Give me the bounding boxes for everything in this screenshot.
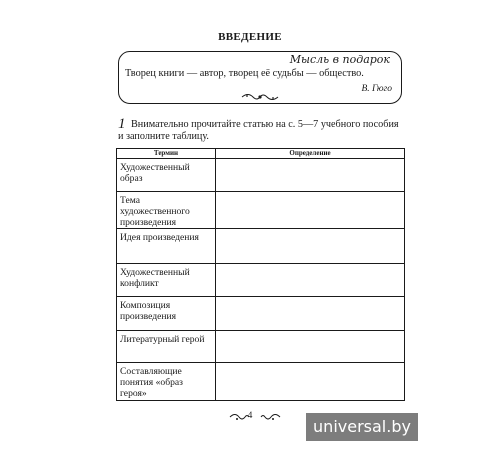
terms-table bbox=[116, 148, 405, 401]
term-cell: Художественный образ bbox=[117, 159, 216, 192]
watermark-logo: universal.by bbox=[306, 413, 418, 441]
table-row bbox=[117, 331, 405, 363]
term-cell: Художественный конфликт bbox=[117, 264, 216, 297]
term-cell: Составляющие понятия «образ героя» bbox=[117, 363, 216, 401]
table-row bbox=[117, 363, 405, 401]
task-text: Внимательно прочитайте статью на с. 5—7 учебного пособия и заполните таблицу. bbox=[118, 119, 399, 142]
definition-cell[interactable] bbox=[216, 192, 405, 229]
term-cell: Композиция произведения bbox=[117, 297, 216, 331]
term-cell: Тема художественного произведения bbox=[117, 192, 216, 229]
term-cell: Литературный герой bbox=[117, 331, 216, 363]
header-definition: Определение bbox=[216, 149, 405, 159]
quote-box bbox=[118, 51, 402, 104]
definition-cell[interactable] bbox=[216, 331, 405, 363]
quote-tag: Мысль в подарок bbox=[287, 53, 393, 66]
definition-cell[interactable] bbox=[216, 363, 405, 401]
task-number: 1 bbox=[118, 116, 126, 132]
table-row bbox=[117, 159, 405, 192]
definition-cell[interactable] bbox=[216, 229, 405, 264]
table-row bbox=[117, 192, 405, 229]
task bbox=[118, 117, 404, 143]
table-row bbox=[117, 229, 405, 264]
quote-author: В. Гюго bbox=[361, 84, 392, 94]
quote-text: Творец книги — автор, творец её судьбы — общество. bbox=[125, 68, 364, 79]
table-header-row bbox=[117, 149, 405, 159]
flourish-ornament-icon bbox=[240, 91, 280, 103]
definition-cell[interactable] bbox=[216, 264, 405, 297]
section-title: ВВЕДЕНИЕ bbox=[218, 31, 282, 43]
table-row bbox=[117, 264, 405, 297]
term-cell: Идея произведения bbox=[117, 229, 216, 264]
page-number: 4 bbox=[247, 411, 253, 421]
definition-cell[interactable] bbox=[216, 297, 405, 331]
header-term: Термин bbox=[117, 149, 216, 159]
table-row bbox=[117, 297, 405, 331]
definition-cell[interactable] bbox=[216, 159, 405, 192]
